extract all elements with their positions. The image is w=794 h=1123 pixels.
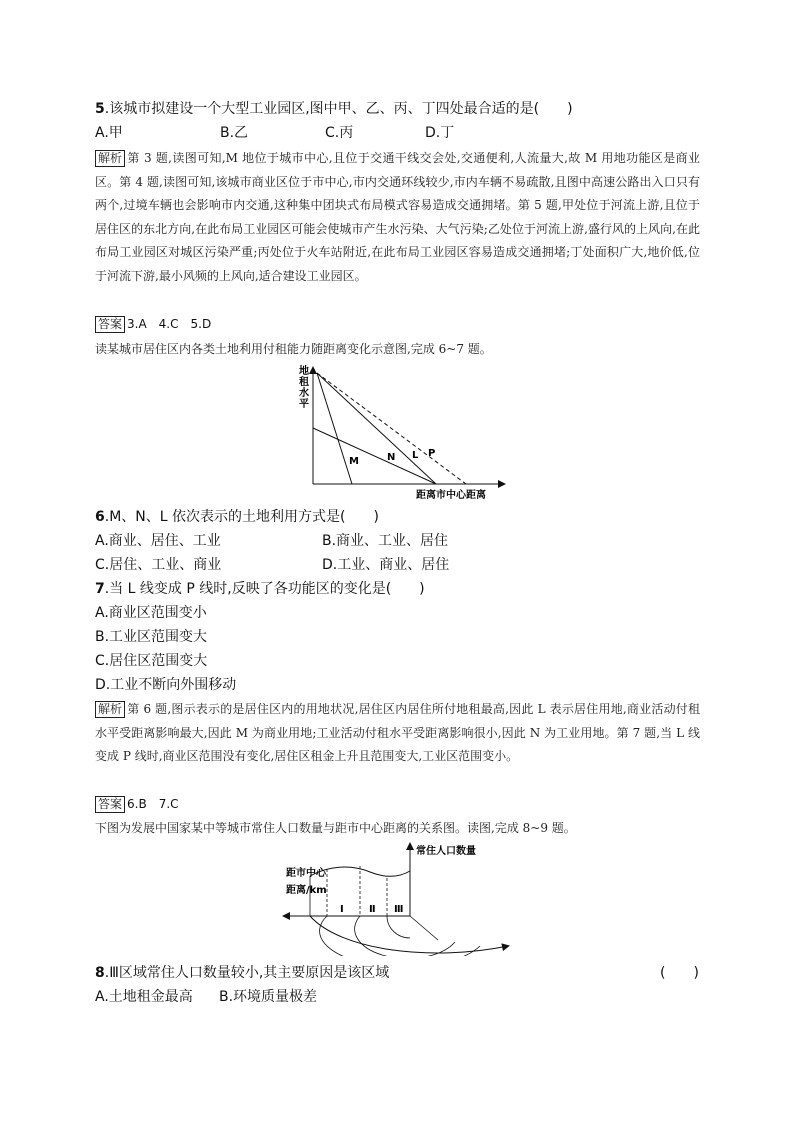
option-b: B.工业区范围变大	[95, 629, 208, 645]
answer-tag: 答案	[95, 796, 125, 813]
answer-block-1	[95, 314, 211, 334]
option-c: C.丙	[325, 125, 354, 141]
option-d: D.工业、商业、居住	[322, 557, 450, 573]
zone-label-3: Ⅲ	[394, 904, 404, 915]
intro-text-1: 读某城市居住区内各类土地利用付租能力随距离变化示意图,完成 6~7 题。	[95, 342, 492, 356]
analysis-text: 第 6 题,图示表示的是居住区内的用地状况,居住区内居住所付地租最高,因此 L 表示居住用地,商业活动付租水平受距离影响最大,因此 M 为商业用地;工业活动付租水平受距离影响很小,因此 N 为工业用地。第 7 题,当 L 线变成 P 线时,商业区范围没有变化,居住区租金上升且范围变大,工业区范围变小。	[95, 702, 700, 763]
option-d: D.丁	[425, 125, 455, 141]
option-b: B.环境质量极差	[219, 989, 318, 1005]
x-axis-label-line-2: 距离/km	[286, 885, 327, 896]
zone-label-1: Ⅰ	[340, 904, 344, 915]
radial-line	[410, 916, 438, 940]
question-6-options-row-2	[95, 554, 695, 576]
option-a: A.土地租金最高	[95, 989, 193, 1005]
ring-arc-3	[387, 916, 410, 938]
analysis-text: 第 3 题,读图可知,M 地位于城市中心,且位于交通干线交会处,交通便利,人流量大,故 M 用地功能区是商业区。第 4 题,读图可知,该城市商业区位于市中心,市内交通环线较少,市内车辆不易疏散,且图中高速公路出入口只有两个,过境车辆也会影响市内交通,这种集中团块式布局模式容易造成交通拥堵。第 5 题,甲处位于河流上游,且位于居住区的东北方向,在此布局工业园区可能会使城市产生水污染、大气污染;乙处位于河流上游,盛行风的上风向,在此布局工业园区对城区污染严重;丙处位于火车站附近,在此布局工业园区容易造成交通拥堵;丁处面积广大,地价低,位于河流下游,最小风频的上风向,适合建设工业园区。	[95, 151, 700, 283]
option-d: D.工业不断向外围移动	[95, 677, 237, 693]
question-stem: .当 L 线变成 P 线时,反映了各功能区的变化是( )	[104, 581, 425, 597]
option-a: A.商业区范围变小	[95, 605, 207, 621]
option-a: A.商业、居住、工业	[95, 533, 221, 549]
question-stem: .M、N、L 依次表示的土地利用方式是( )	[104, 509, 379, 525]
x-axis-label-line-1: 距市中心	[286, 868, 326, 879]
label-l: L	[412, 450, 419, 461]
question-7	[95, 578, 425, 600]
question-6	[95, 506, 379, 528]
answer-tag: 答案	[95, 316, 125, 333]
label-n: N	[387, 452, 396, 463]
question-5	[95, 98, 573, 120]
analysis-block-2	[95, 698, 700, 769]
question-number: 5	[95, 101, 105, 117]
option-c: C.居住区范围变大	[95, 653, 208, 669]
line-p	[317, 373, 466, 484]
ring-arc-2	[355, 916, 455, 956]
question-6-options-row-1	[95, 530, 695, 552]
answer-paren: ( )	[660, 965, 699, 981]
question-8	[95, 962, 700, 984]
analysis-tag: 解析	[95, 150, 125, 167]
zone-label-2: Ⅱ	[369, 904, 376, 915]
option-b: B.商业、工业、居住	[322, 533, 449, 549]
option-a: A.甲	[95, 125, 123, 141]
question-number: 8	[95, 965, 105, 981]
analysis-block-1	[95, 147, 700, 288]
population-distance-chart	[280, 838, 520, 956]
intro-text-2: 下图为发展中国家某中等城市常住人口数量与距市中心距离的关系图。读图,完成 8~9 题。	[95, 821, 576, 835]
analysis-tag: 解析	[95, 701, 125, 718]
y-axis-label: 常住人口数量	[416, 846, 476, 857]
y-axis-label: 地租水平	[299, 366, 309, 410]
label-m: M	[349, 456, 359, 467]
label-p: P	[428, 448, 436, 459]
question-stem: .Ⅲ区域常住人口数量较小,其主要原因是该区域	[104, 965, 390, 981]
x-axis-label: 距离市中心距离	[416, 490, 486, 501]
answer-block-2	[95, 794, 179, 814]
option-b: B.乙	[220, 125, 249, 141]
answer-text: 3.A 4.C 5.D	[127, 317, 212, 331]
question-stem: .该城市拟建设一个大型工业园区,图中甲、乙、丙、丁四处最合适的是( )	[104, 101, 573, 117]
question-8-options	[95, 986, 695, 1008]
option-c: C.居住、工业、商业	[95, 557, 222, 573]
question-5-options	[95, 122, 695, 144]
question-number: 6	[95, 509, 105, 525]
question-number: 7	[95, 581, 105, 597]
bid-rent-chart	[290, 362, 510, 502]
answer-text: 6.B 7.C	[127, 797, 179, 811]
